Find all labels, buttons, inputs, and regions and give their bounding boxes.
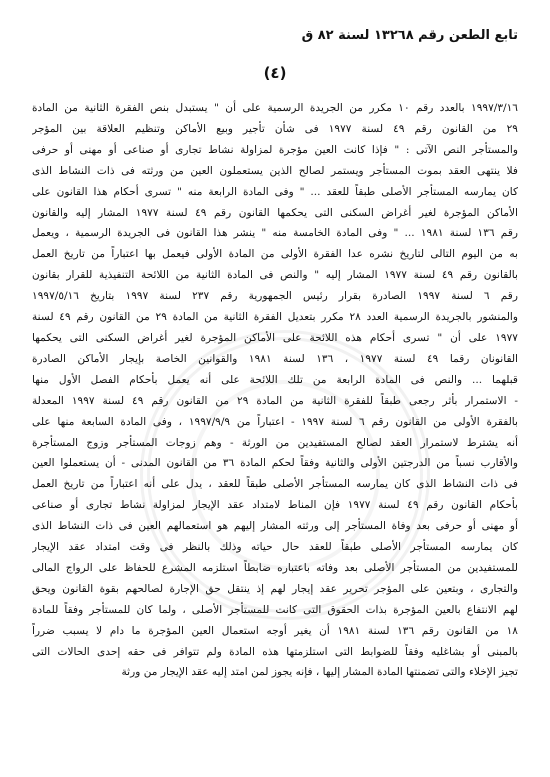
body-line: والمستأجر النص الآتى : " فإذا كانت العين مؤجرة لمزاولة نشاط تجارى أو صناعى أو مهنى أو حرفى [32,143,518,156]
body-line: والتجارى ، وبتعين على المؤجر تحرير عقد إيجار لهم إذ ينتقل حق الإجارة لصالحهم بقوة القانون ويحق [32,582,518,595]
body-line: بالقانون رقم ٤٩ لسنة ١٩٧٧ المشار إليه " والنص فى المادة الثانية من اللائحة التنفيذية للقرار بقانون [32,269,518,282]
body-line: تجيز الإخلاء والتى تضمنتها المادة المشار إليها ، فإنه يجوز لمن امتد إليه عقد الإيجار من ورثة [121,666,518,679]
body-line: للمستفيدين من المستأجر الأصلى بعد وفاته باعتباره ضابطاً استلزمه المشرع للحفاظ على الرواج المالى [32,561,518,574]
body-line: والمنشور بالجريدة الرسمية العدد ٢٨ مكرر بتعديل الفقرة الثانية من المادة ٢٩ من القانون رقم ٤٩ لسنة [32,311,518,324]
body-line: بأحكام القانون رقم ٤٩ لسنة ١٩٧٧ فإن المناط لامتداد عقد الإيجار لمزاولة نشاط تجارى أو صناعى [32,499,518,512]
body-line: فى ذات النشاط الذى كان يمارسه المستأجر الأصلى طبقاً للعقد ، يدل على أنه اعتباراً من تاريخ العمل [32,478,518,491]
body-line: بالمبنى أو بشاغليه وفقاً للضوابط التى استلزمتها هذه المادة ولم تتوافر فى حقه إحدى الحالات التى [32,645,518,658]
body-line: والأقارب نسباً من الدرجتين الأولى والثانية وفقاً لحكم المادة ٣٦ من القانون المدنى - أن يستعملوا العين [32,457,518,470]
body-line: أو مهنى أو حرفى بعد وفاة المستأجر إلى ورثته المشار إليهم هو استعمالهم العين فى ذات النشاط الذى [32,520,518,533]
body-line: فلا ينتهى العقد بموت المستأجر ويستمر لصالح الذين يستعملون العين من ورثته فى ذات النشاط الذى [32,164,518,177]
body-line: الأماكن المؤجرة لغير أغراض السكنى التى يحكمها القانون رقم ٤٩ لسنة ١٩٧٧ المشار إليه والقانون [32,206,518,219]
body-line: كان يمارسه المستأجر الأصلى طبقاً للعقد حال حياته وذلك بالنظر فى وقت امتداد عقد الإيجار [32,541,518,554]
body-line: ٢٩ من القانون رقم ٤٩ لسنة ١٩٧٧ فى شأن تأجير وبيع الأماكن وتنظيم العلاقة بين المؤجر [32,122,518,135]
judgment-body-text [32,98,518,683]
body-line: رقم ١٣٦ لسنة ١٩٨١ ... " وفى المادة الخامسة منه " ينشر هذا القانون فى الجريدة الرسمية ، ويعمل [32,227,518,240]
body-line: - الاستمرار بأثر رجعى طبقاً للفقرة الثانية من المادة ٢٩ من القانون رقم ٤٩ لسنة ١٩٩٧ المعدلة [32,394,518,407]
body-line: به من اليوم التالى لتاريخ نشره عدا الفقرة الأولى من المادة الأولى فيعمل بها اعتباراً من تاريخ العمل [32,248,518,261]
body-line: القانونان رقما ٤٩ لسنة ١٩٧٧ ، ١٣٦ لسنة ١٩٨١ والقوانين الخاصة بإيجار الأماكن الصادرة [32,352,518,365]
body-line: رقم ٦ لسنة ١٩٩٧ الصادرة بقرار رئيس الجمهورية رقم ٢٣٧ لسنة ١٩٩٧ بتاريخ ١٩٩٧/٥/١٦ [32,290,518,303]
body-line: أنه يشترط لاستمرار العقد لصالح المستفيدين من الورثة - وهم زوجات المستأجر وزوج المستأجرة [32,436,518,449]
appeal-header: تابع الطعن رقم ١٣٢٦٨ لسنة ٨٢ ق [301,28,518,43]
body-line: ١٩٧٧ على أن " تسرى أحكام هذه اللائحة على الأماكن المؤجرة لغير أغراض السكنى التى يحكمها [32,331,518,344]
body-line: ١٨ من القانون رقم ١٣٦ لسنة ١٩٨١ أن يغير أوجه استعمال العين المؤجرة ما دام لا يسبب ضرراً [32,624,518,637]
body-line: لهم الانتفاع بالعين المؤجرة بذات الحقوق التى كانت للمستأجر الأصلى ، ولما كان للمستأجر وفقاً للمادة [32,603,518,616]
page-number: (٤) [263,64,287,82]
body-line: قبلهما ... والنص فى المادة الرابعة من تلك اللائحة على أنه يعمل بأحكام الفصل الأول منها [32,373,518,386]
body-line: بالفقرة الأولى من القانون رقم ٦ لسنة ١٩٩٧ - اعتباراً من ١٩٩٧/٩/٩ ، وفى المادة السابعة منها على [32,415,518,428]
body-line: كان يمارسه المستأجر الأصلى طبقاً للعقد ... " وفى المادة الرابعة منه " تسرى أحكام هذا القانون على [32,185,518,198]
body-line: ١٩٩٧/٣/١٦ بالعدد رقم ١٠ مكرر من الجريدة الرسمية على أن " يستبدل بنص الفقرة الثانية من المادة [32,102,518,114]
